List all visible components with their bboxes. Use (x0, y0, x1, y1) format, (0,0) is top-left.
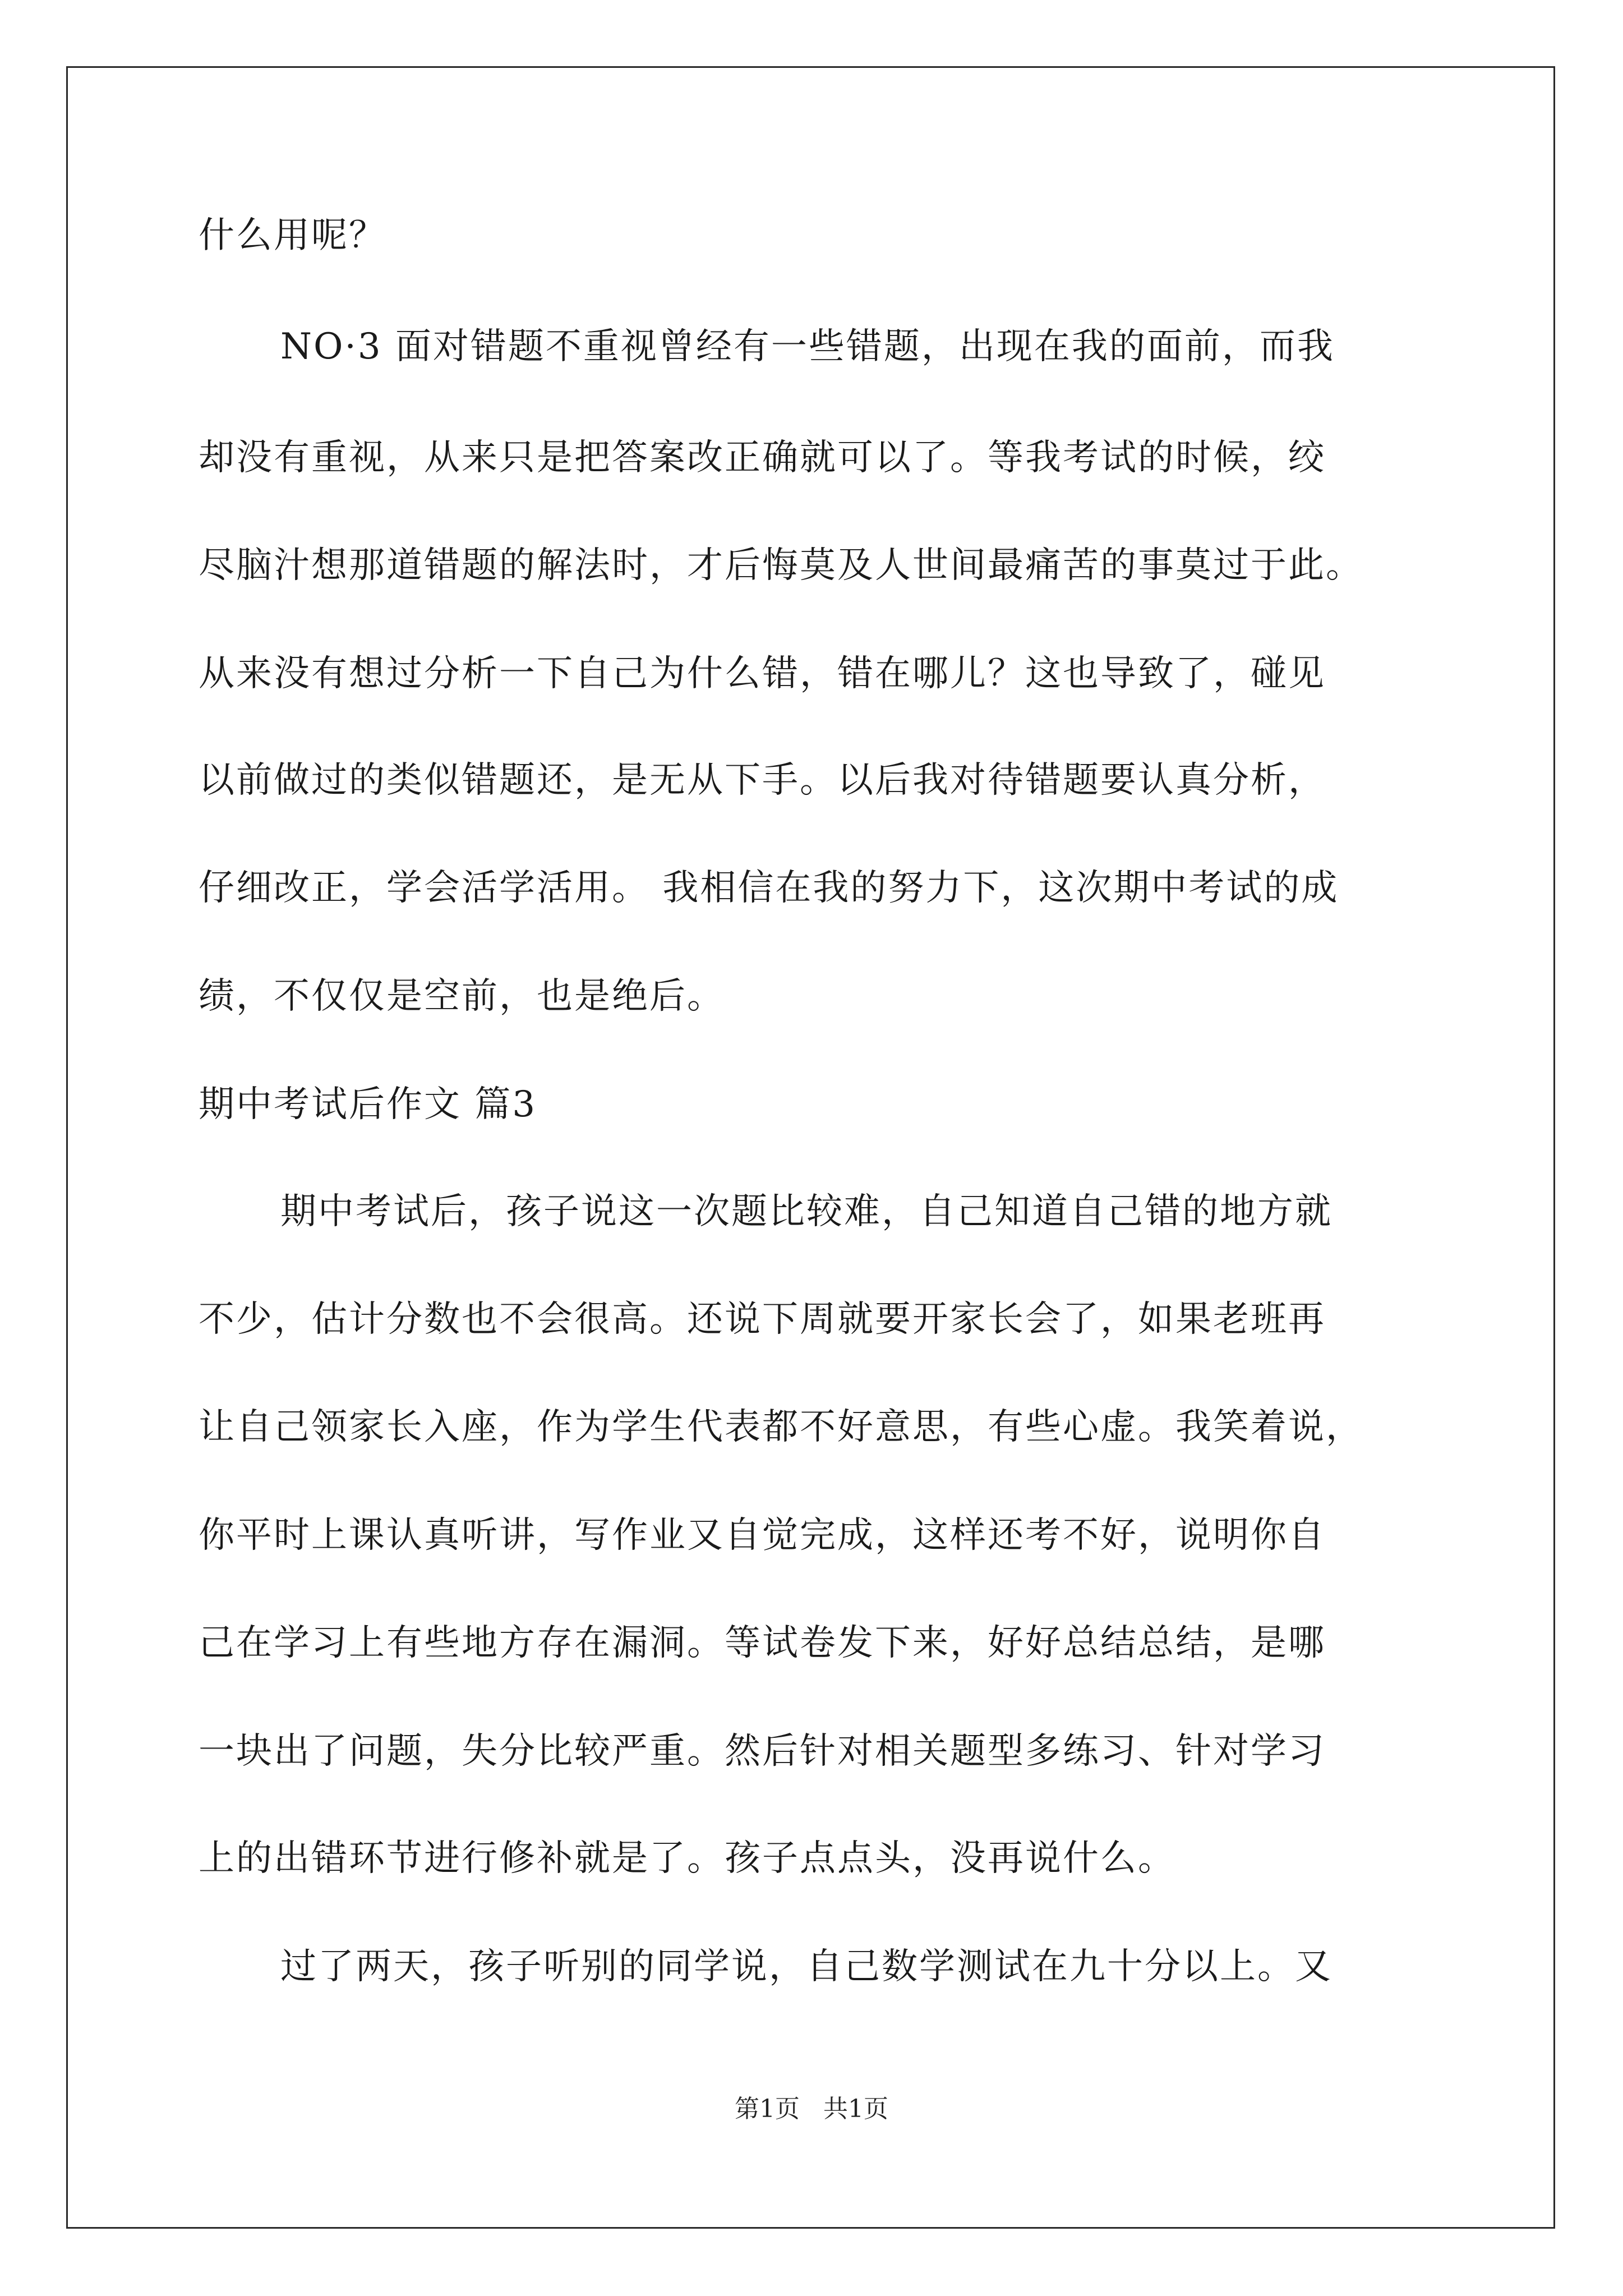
page-border (66, 66, 1555, 2229)
text-line: 什么用呢？ (199, 215, 386, 256)
text-line: 你平时上课认真听讲，写作业又自觉完成，这样还考不好，说明你自 (199, 1515, 1326, 1556)
text-line: 却没有重视，从来只是把答案改正确就可以了。等我考试的时候，绞 (199, 437, 1326, 478)
text-line: NO·3 面对错题不重视曾经有一些错题，出现在我的面前，而我 (280, 326, 1335, 367)
text-line: 以前做过的类似错题还，是无从下手。以后我对待错题要认真分析， (199, 760, 1326, 801)
text-line: 绩，不仅仅是空前，也是绝后。 (199, 976, 725, 1017)
text-line: 期中考试后，孩子说这一次题比较难，自己知道自己错的地方就 (280, 1191, 1332, 1232)
text-line: 上的出错环节进行修补就是了。孩子点点头，没再说什么。 (199, 1838, 1175, 1879)
text-line: 仔细改正，学会活学活用。 我相信在我的努力下，这次期中考试的成 (199, 867, 1339, 909)
text-line: 不少，估计分数也不会很高。还说下周就要开家长会了，如果老班再 (199, 1299, 1326, 1340)
section-heading: 期中考试后作文 篇3 (199, 1084, 537, 1125)
text-line: 让自己领家长入座，作为学生代表都不好意思，有些心虚。我笑着说， (199, 1406, 1363, 1448)
text-line: 从来没有想过分析一下自己为什么错，错在哪儿？这也导致了，碰见 (199, 653, 1326, 694)
text-line: 尽脑汁想那道错题的解法时，才后悔莫及人世间最痛苦的事莫过于此。 (199, 545, 1363, 586)
text-line: 一块出了问题，失分比较严重。然后针对相关题型多练习、针对学习 (199, 1731, 1326, 1772)
text-line: 己在学习上有些地方存在漏洞。等试卷发下来，好好总结总结，是哪 (199, 1622, 1326, 1664)
page-footer: 第1页 共1页 (735, 2095, 888, 2123)
text-line: 过了两天，孩子听别的同学说，自己数学测试在九十分以上。又 (280, 1946, 1332, 1987)
